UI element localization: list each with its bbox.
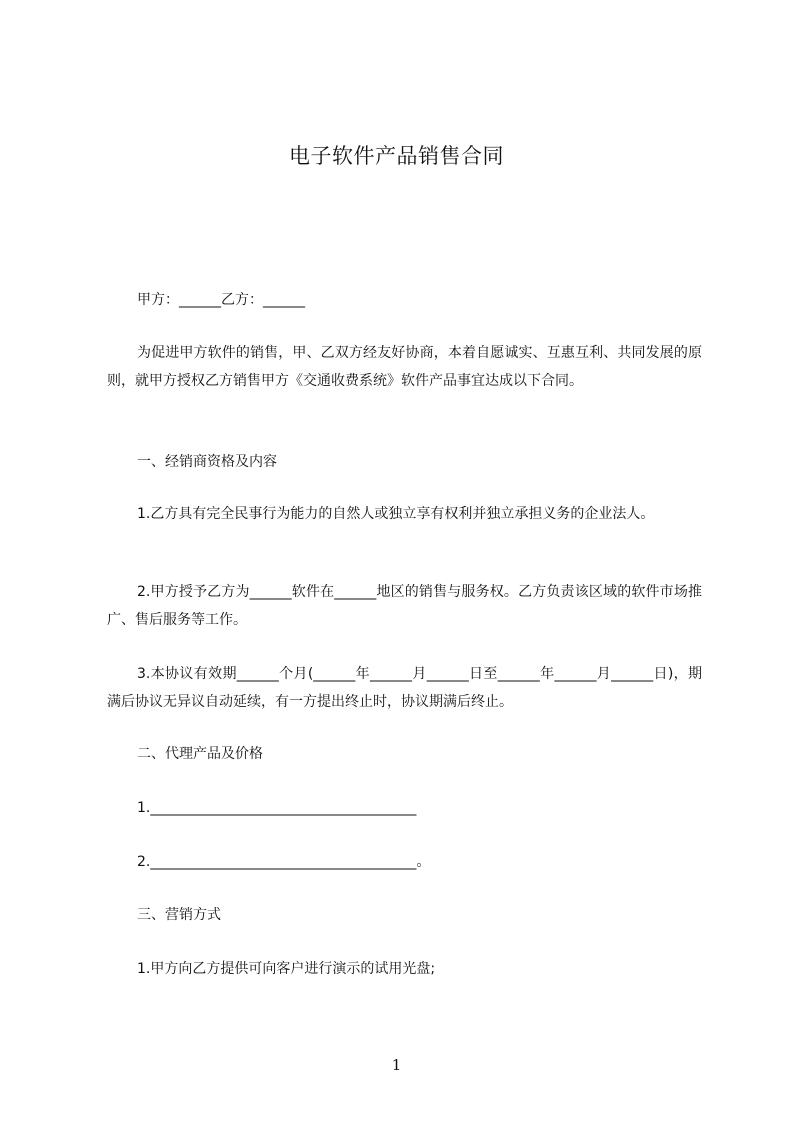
document-title: 电子软件产品销售合同 bbox=[289, 144, 504, 168]
section-1-item-3: 3.本协议有效期______个月(______年______月______日至______年______月______日)，期满后协议无异议自动延续，有一方提出终止时，协议期满后终止。 bbox=[107, 666, 702, 710]
section-heading-2: 二、代理产品及价格 bbox=[137, 746, 263, 762]
section-heading-3: 三、营销方式 bbox=[137, 907, 221, 923]
intro-paragraph: 为促进甲方软件的销售，甲、乙双方经友好协商，本着自愿诚实、互惠互利、共同发展的原则，就甲方授权乙方销售甲方《交通收费系统》软件产品事宜达成以下合同。 bbox=[107, 345, 702, 389]
section-1-item-2: 2.甲方授予乙方为______软件在______地区的销售与服务权。乙方负责该区域的软件市场推广、售后服务等工作。 bbox=[107, 584, 702, 628]
section-1-item-1: 1.乙方具有完全民事行为能力的自然人或独立享有权利并独立承担义务的企业法人。 bbox=[137, 506, 655, 522]
page-number: 1 bbox=[391, 1056, 402, 1074]
section-2-item-1: 1.______________________________________ bbox=[137, 800, 417, 816]
parties-line: 甲方：______乙方：______ bbox=[137, 292, 305, 308]
section-3-item-1: 1.甲方向乙方提供可向客户进行演示的试用光盘; bbox=[137, 961, 436, 977]
section-2-item-2: 2.______________________________________。 bbox=[137, 854, 431, 870]
section-heading-1: 一、经销商资格及内容 bbox=[137, 454, 277, 470]
